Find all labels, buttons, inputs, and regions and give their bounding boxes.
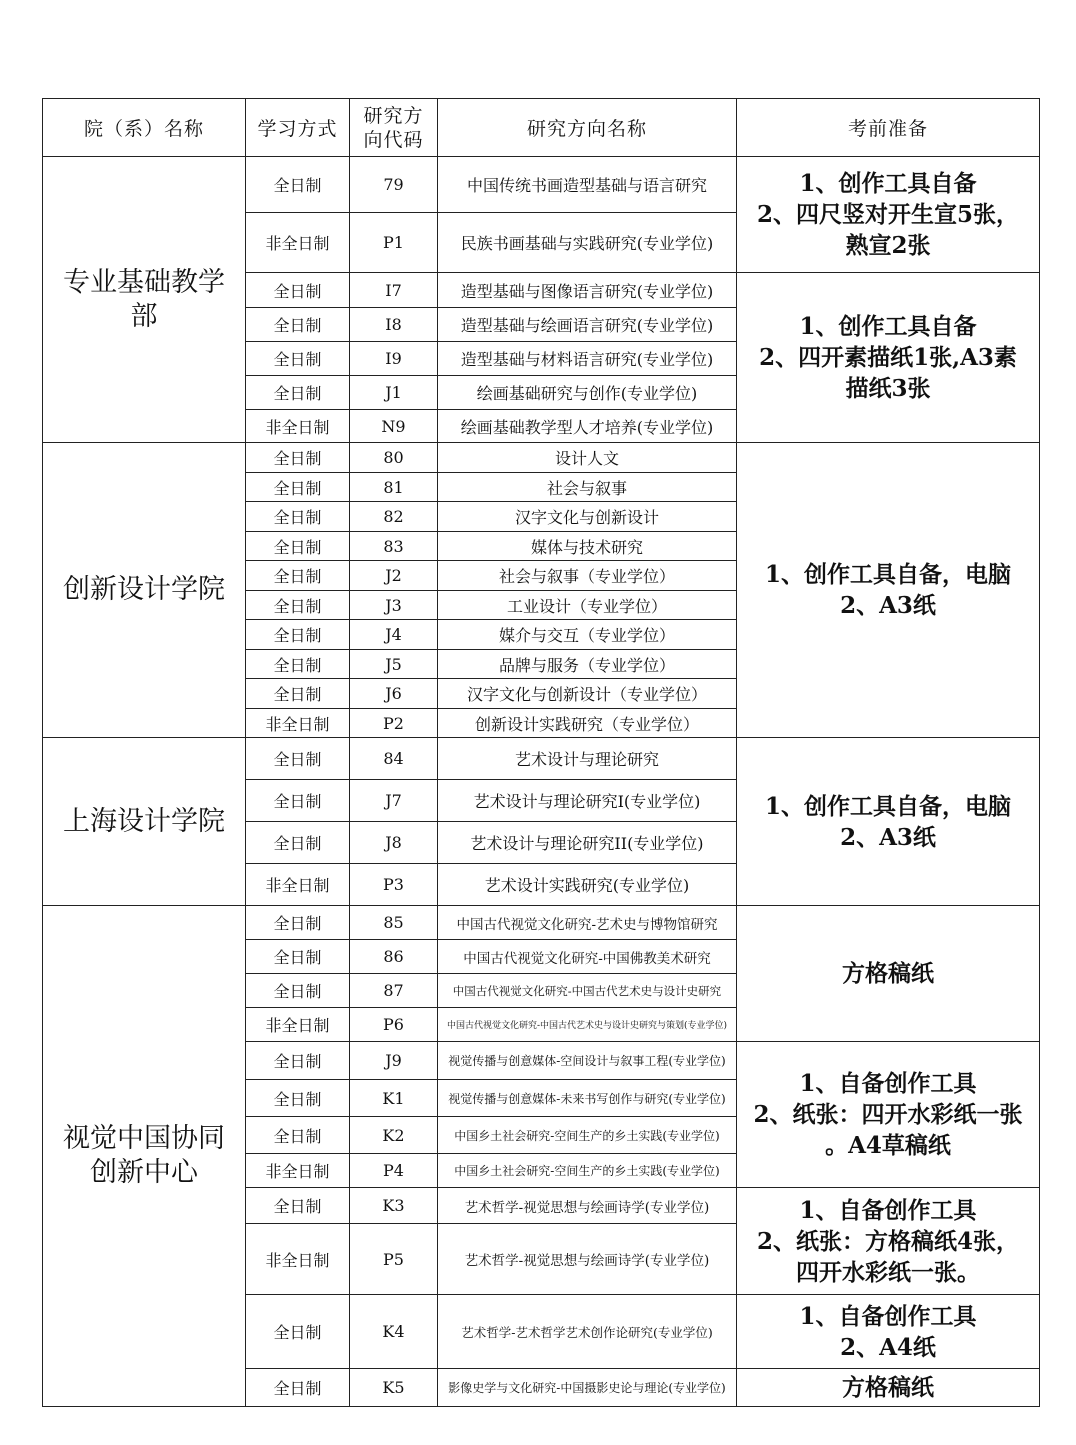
direction-cell: 中国古代视觉文化研究-艺术史与博物馆研究 [438,906,737,940]
mode-cell: 全日制 [246,822,350,864]
mode-cell: 全日制 [246,940,350,974]
prep-cell [737,443,1040,738]
prep-line: 2、四开素描纸1张,A3素 [759,344,1017,371]
dept-cell [43,738,246,906]
direction-cell: 中国古代视觉文化研究-中国古代艺术史与设计史研究 [438,974,737,1008]
code-cell: J2 [350,561,438,591]
direction-cell: 造型基础与材料语言研究(专业学位) [438,342,737,376]
mode-cell: 全日制 [246,273,350,308]
direction-cell: 艺术设计实践研究(专业学位) [438,864,737,906]
code-cell: 87 [350,974,438,1008]
mode-cell: 全日制 [246,620,350,650]
table-row [43,906,1040,940]
prep-cell [737,1042,1040,1188]
mode-cell: 全日制 [246,679,350,709]
direction-cell: 造型基础与图像语言研究(专业学位) [438,273,737,308]
mode-cell: 全日制 [246,502,350,532]
mode-cell: 非全日制 [246,1224,350,1295]
prep-line: 2、A3纸 [840,592,936,619]
mode-cell: 非全日制 [246,709,350,738]
code-cell: P3 [350,864,438,906]
code-cell: 82 [350,502,438,532]
code-cell: J6 [350,679,438,709]
table-row [43,738,1040,780]
direction-cell: 艺术设计与理论研究II(专业学位) [438,822,737,864]
prep-line: 1、创作工具自备，电脑 [764,792,1011,820]
prep-line: 2、A4纸 [840,1333,936,1361]
mode-cell: 全日制 [246,591,350,620]
mode-cell: 非全日制 [246,410,350,443]
direction-cell: 社会与叙事 [438,473,737,502]
mode-cell: 全日制 [246,974,350,1008]
direction-cell: 中国古代视觉文化研究-中国古代艺术史与设计史研究与策划(专业学位) [438,1008,737,1042]
prep-line: 1、创作工具自备 [799,313,977,340]
direction-cell: 民族书画基础与实践研究(专业学位) [438,213,737,273]
direction-cell: 设计人文 [438,443,737,473]
code-cell: P5 [350,1224,438,1295]
direction-cell: 艺术设计与理论研究 [438,738,737,780]
prep-line: 1、自备创作工具 [799,1302,977,1330]
prep-cell [737,906,1040,1042]
table-row [43,157,1040,213]
mode-cell: 全日制 [246,1042,350,1080]
code-cell: K3 [350,1188,438,1224]
prep-cell [737,273,1040,443]
mode-cell: 非全日制 [246,1154,350,1188]
code-cell: P6 [350,1008,438,1042]
program-table [42,98,1040,1407]
header-prep: 考前准备 [737,99,1040,157]
prep-line: 2、纸张：四开水彩纸一张 [753,1101,1023,1128]
code-cell: 85 [350,906,438,940]
dept-name-line1: 专业基础教学 [63,266,225,298]
code-cell: I8 [350,308,438,342]
dept-name-line1: 上海设计学院 [63,805,225,837]
code-cell: J9 [350,1042,438,1080]
mode-cell: 全日制 [246,1080,350,1117]
direction-cell: 中国乡土社会研究-空间生产的乡土实践(专业学位) [438,1117,737,1154]
dept-name-line1: 创新设计学院 [63,574,225,605]
direction-cell: 媒介与交互（专业学位） [438,620,737,650]
direction-cell: 视觉传播与创意媒体-未来书写创作与研究(专业学位) [438,1080,737,1117]
mode-cell: 全日制 [246,561,350,591]
mode-cell: 全日制 [246,443,350,473]
direction-cell: 品牌与服务（专业学位） [438,650,737,679]
prep-cell [737,157,1040,273]
code-cell: 81 [350,473,438,502]
code-cell: J3 [350,591,438,620]
code-cell: 84 [350,738,438,780]
dept-name-line1: 视觉中国协同 [63,1123,225,1154]
prep-cell [737,1369,1040,1407]
direction-cell: 社会与叙事（专业学位） [438,561,737,591]
direction-cell: 汉字文化与创新设计（专业学位） [438,679,737,709]
code-cell: J1 [350,376,438,410]
mode-cell: 全日制 [246,376,350,410]
header-mode: 学习方式 [246,99,350,157]
mode-cell: 非全日制 [246,1008,350,1042]
dept-cell [43,906,246,1407]
prep-cell [737,1188,1040,1295]
direction-cell: 媒体与技术研究 [438,532,737,561]
prep-line: 2、四尺竖对开生宣5张， [756,201,1019,228]
prep-line: 2、A3纸 [840,823,936,851]
direction-cell: 造型基础与绘画语言研究(专业学位) [438,308,737,342]
mode-cell: 全日制 [246,1188,350,1224]
code-cell: J8 [350,822,438,864]
code-cell: P1 [350,213,438,273]
prep-line: 熟宣2张 [845,232,931,259]
header-code-line2: 向代码 [363,128,424,151]
mode-cell: 全日制 [246,473,350,502]
mode-cell: 全日制 [246,157,350,213]
prep-cell [737,738,1040,906]
direction-cell: 中国乡土社会研究-空间生产的乡土实践(专业学位) [438,1154,737,1188]
direction-cell: 绘画基础教学型人才培养(专业学位) [438,410,737,443]
dept-cell [43,157,246,443]
prep-cell [737,1295,1040,1369]
code-cell: N9 [350,410,438,443]
header-code-line1: 研究方 [363,104,424,127]
dept-name-line2: 创新中心 [90,1157,198,1188]
table-row [43,443,1040,473]
mode-cell: 全日制 [246,342,350,376]
prep-line: 1、自备创作工具 [799,1070,977,1097]
direction-cell: 影像史学与文化研究-中国摄影史论与理论(专业学位) [438,1369,737,1407]
mode-cell: 非全日制 [246,213,350,273]
header-direction: 研究方向名称 [438,99,737,157]
prep-line: 2、纸张：方格稿纸4张， [756,1227,1019,1255]
prep-line: 方格稿纸 [842,1374,934,1401]
prep-line: 方格稿纸 [842,960,934,987]
code-cell: P4 [350,1154,438,1188]
mode-cell: 全日制 [246,1369,350,1407]
code-cell: J7 [350,780,438,822]
header-dept: 院（系）名称 [43,99,246,157]
mode-cell: 非全日制 [246,864,350,906]
mode-cell: 全日制 [246,780,350,822]
code-cell: K1 [350,1080,438,1117]
code-cell: 80 [350,443,438,473]
prep-line: 1、自备创作工具 [799,1196,977,1224]
direction-cell: 中国传统书画造型基础与语言研究 [438,157,737,213]
dept-name-line2: 部 [130,300,158,332]
code-cell: J4 [350,620,438,650]
direction-cell: 艺术哲学-艺术哲学艺术创作论研究(专业学位) [438,1295,737,1369]
mode-cell: 全日制 [246,650,350,679]
code-cell: K2 [350,1117,438,1154]
header-code [350,99,438,157]
mode-cell: 全日制 [246,1117,350,1154]
code-cell: 86 [350,940,438,974]
header-row [43,99,1040,157]
code-cell: I7 [350,273,438,308]
code-cell: 79 [350,157,438,213]
direction-cell: 工业设计（专业学位） [438,591,737,620]
mode-cell: 全日制 [246,738,350,780]
direction-cell: 艺术哲学-视觉思想与绘画诗学(专业学位) [438,1224,737,1295]
mode-cell: 全日制 [246,1295,350,1369]
code-cell: K5 [350,1369,438,1407]
direction-cell: 视觉传播与创意媒体-空间设计与叙事工程(专业学位) [438,1042,737,1080]
prep-line: 四开水彩纸一张。 [796,1258,980,1286]
direction-cell: 创新设计实践研究（专业学位） [438,709,737,738]
dept-cell [43,443,246,738]
prep-line: 1、创作工具自备 [799,170,977,197]
prep-line: 。A4草稿纸 [825,1132,951,1159]
direction-cell: 汉字文化与创新设计 [438,502,737,532]
mode-cell: 全日制 [246,906,350,940]
code-cell: K4 [350,1295,438,1369]
code-cell: P2 [350,709,438,738]
code-cell: I9 [350,342,438,376]
code-cell: 83 [350,532,438,561]
direction-cell: 艺术哲学-视觉思想与绘画诗学(专业学位) [438,1188,737,1224]
prep-line: 1、创作工具自备，电脑 [764,561,1011,588]
mode-cell: 全日制 [246,532,350,561]
direction-cell: 艺术设计与理论研究I(专业学位) [438,780,737,822]
mode-cell: 全日制 [246,308,350,342]
prep-line: 描纸3张 [845,375,931,402]
code-cell: J5 [350,650,438,679]
direction-cell: 中国古代视觉文化研究-中国佛教美术研究 [438,940,737,974]
direction-cell: 绘画基础研究与创作(专业学位) [438,376,737,410]
